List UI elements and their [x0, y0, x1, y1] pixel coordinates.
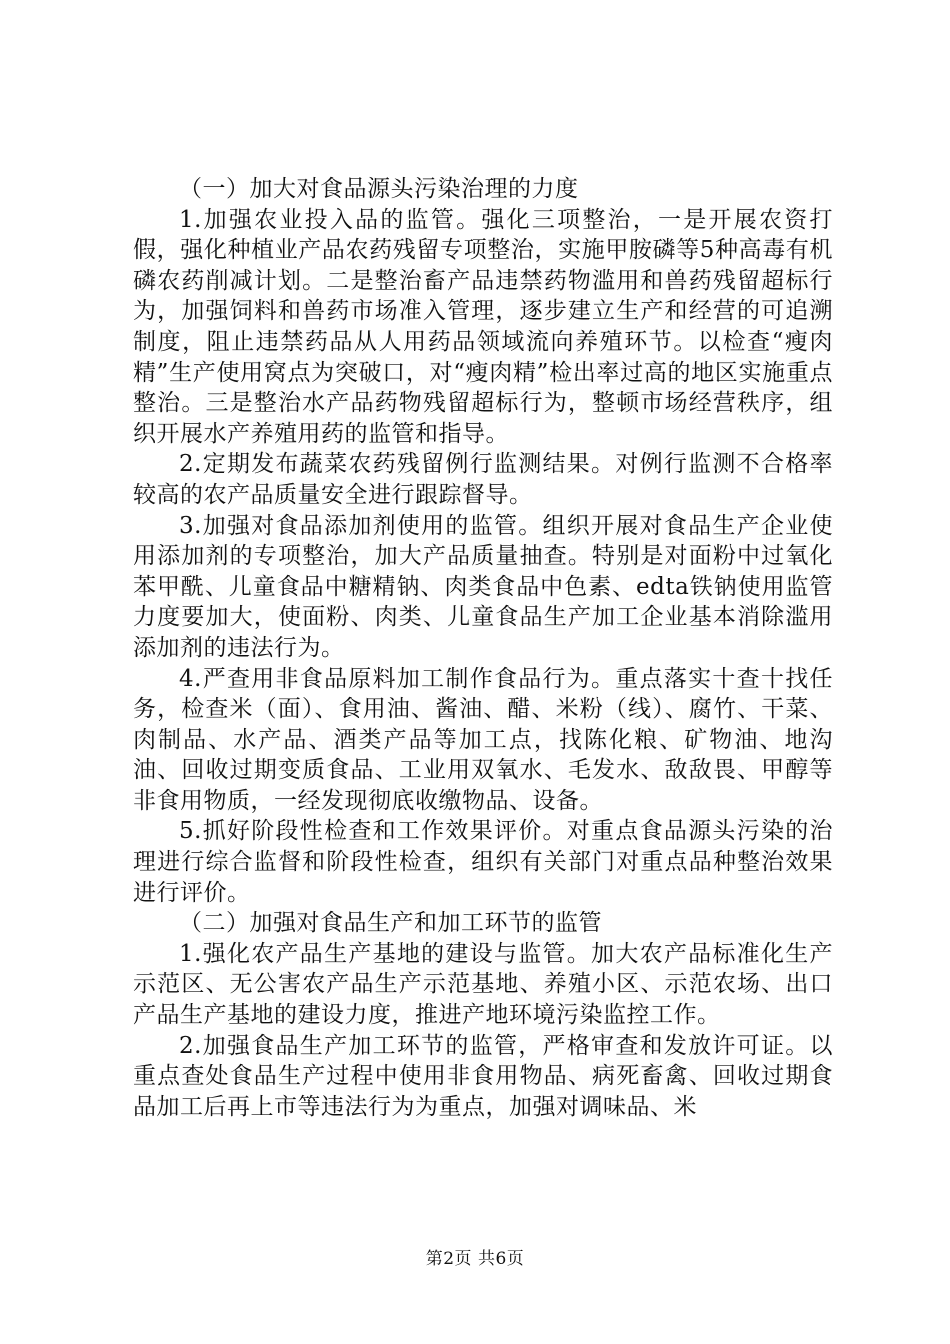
paragraph-item-1-2: 2.定期发布蔬菜农药残留例行监测结果。对例行监测不合格率较高的农产品质量安全进行跟踪督导。 — [133, 451, 833, 508]
section-heading-1: （一）加大对食品源头污染治理的力度 — [179, 176, 579, 202]
paragraph-item-1-5: 5.抓好阶段性检查和工作效果评价。对重点食品源头污染的治理进行综合监督和阶段性检查，组织有关部门对重点品种整治效果进行评价。 — [133, 818, 833, 906]
paragraph-item-2-1: 1.强化农产品生产基地的建设与监管。加大农产品标准化生产示范区、无公害农产品生产示范基地、养殖小区、示范农场、出口产品生产基地的建设力度，推进产地环境污染监控工作。 — [133, 940, 833, 1029]
paragraph-item-1-1: 1.加强农业投入品的监管。强化三项整治，一是开展农资打假，强化种植业产品农药残留专项整治，实施甲胺磷等5种高毒有机磷农药削减计划。二是整治畜产品违禁药物滥用和兽药残留超标行为，加强饲料和兽药市场准入管理，逐步建立生产和经营的可追溯制度，阻止违禁药品从人用药品领域流向养殖环节。以检查“瘦肉精”生产使用窝点为突破口，对“瘦肉精”检出率过高的地区实施重点整治。三是整治水产品药物残留超标行为，整顿市场经营秩序，组织开展水产养殖用药的监管和指导。 — [133, 206, 833, 447]
page-footer: 第2页 共6页 — [425, 1249, 525, 1269]
paragraph-item-2-2: 2.加强食品生产加工环节的监管，严格审查和发放许可证。以重点查处食品生产过程中使用非食用物品、病死畜禽、回收过期食品加工后再上市等违法行为为重点，加强对调味品、米 — [133, 1032, 833, 1120]
paragraph-item-1-3: 3.加强对食品添加剂使用的监管。组织开展对食品生产企业使用添加剂的专项整治，加大产品质量抽查。特别是对面粉中过氧化苯甲酰、儿童食品中糖精钠、肉类食品中色素、edta铁钠使用监管力度要加大，使面粉、肉类、儿童食品生产加工企业基本消除滥用添加剂的违法行为。 — [133, 512, 833, 661]
document-body — [133, 174, 833, 1122]
paragraph-item-1-4: 4.严查用非食品原料加工制作食品行为。重点落实十查十找任务，检查米（面）、食用油、酱油、醋、米粉（线）、腐竹、干菜、肉制品、水产品、酒类产品等加工点，找陈化粮、矿物油、地沟油、回收过期变质食品、工业用双氧水、毛发水、敌敌畏、甲醇等非食用物质，一经发现彻底收缴物品、设备。 — [133, 665, 833, 814]
section-heading-2: （二）加强对食品生产和加工环节的监管 — [179, 910, 602, 937]
